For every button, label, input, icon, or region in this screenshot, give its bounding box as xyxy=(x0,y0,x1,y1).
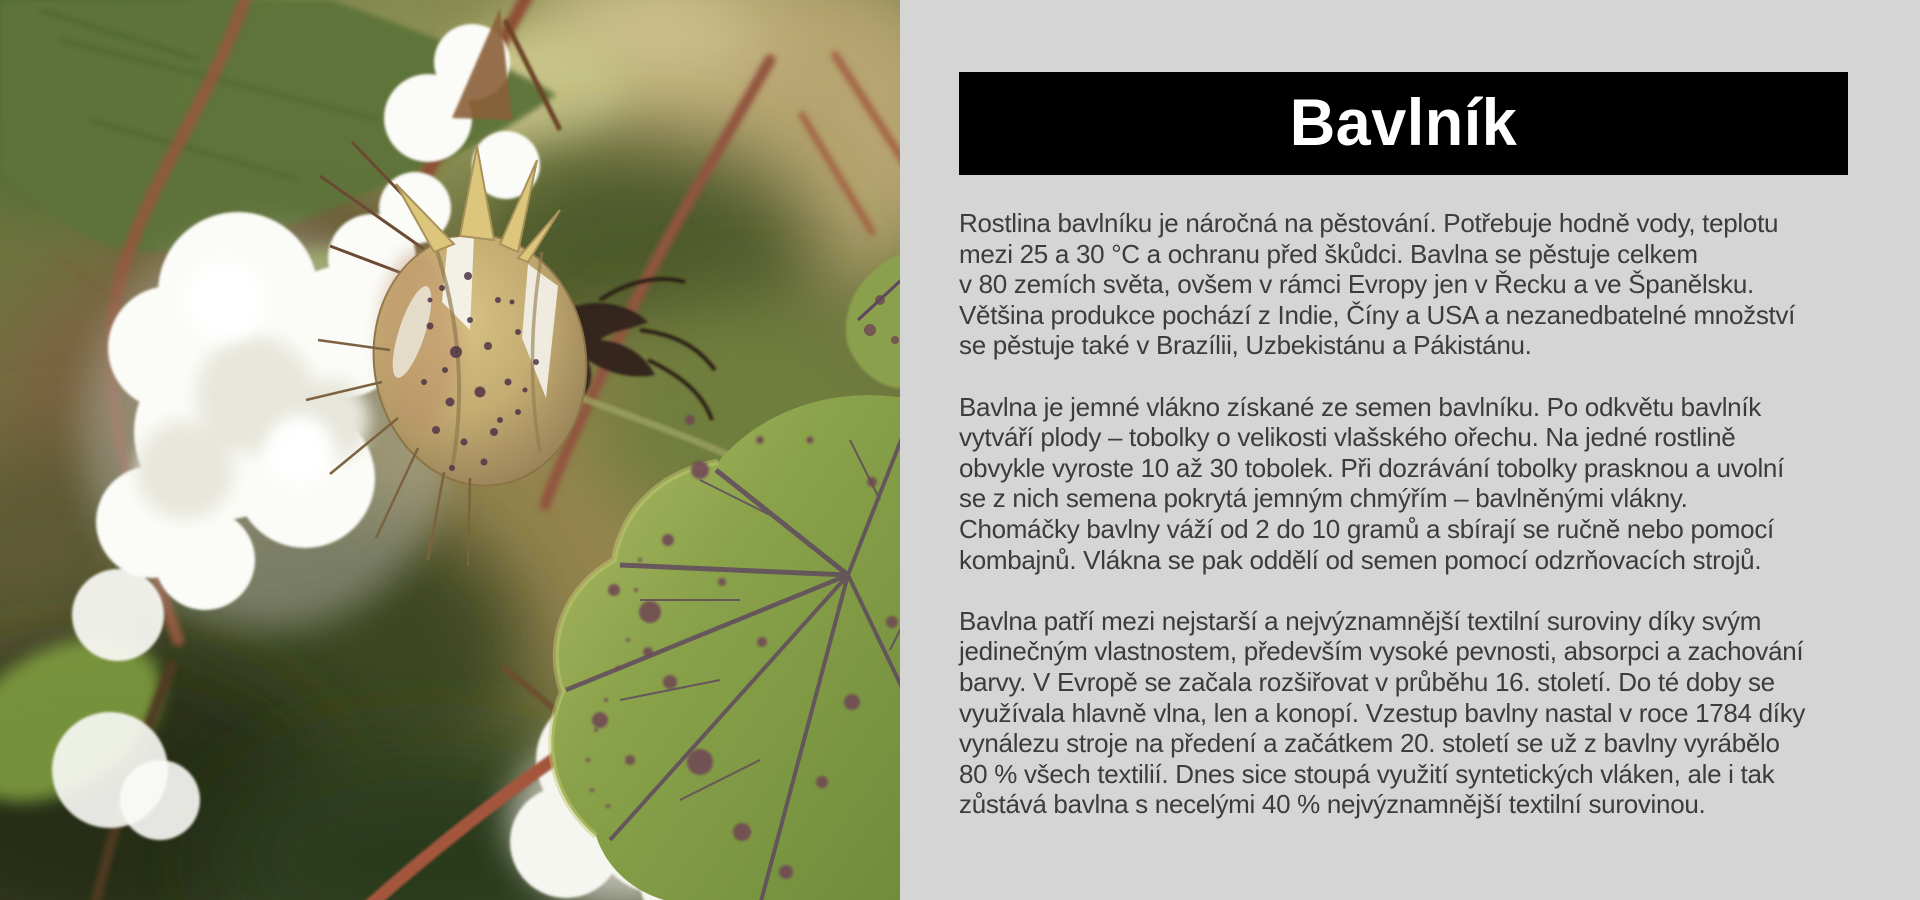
title-bar xyxy=(959,72,1848,175)
cotton-plant-photo xyxy=(0,0,900,900)
paragraph-cultivation: Rostlina bavlníku je náročná na pěstování. Potřebuje hodně vody, teplotu mezi 25 a 30 °C a ochranu před škůdci. Bavlna se pěstuje celkem v 80 zemích světa, ovšem v rámci Evropy jen v Řecku a ve Španělsku. Většina produkce pochází z Indie, Číny a USA a nezanedbatelné množství se pěstuje také v Brazílii, Uzbekistánu a Pákistánu. xyxy=(959,208,1796,361)
info-panel xyxy=(900,0,1920,900)
paragraph-history: Bavlna patří mezi nejstarší a nejvýznamnější textilní suroviny díky svým jedinečným vlastnostem, především vysoké pevnosti, absorpci a zachování barvy. V Evropě se začala rozšiřovat v průběhu 16. století. Do té doby se využívala hlavně vlna, len a konopí. Vzestup bavlny nastal v roce 1784 díky vynálezu stroje na předení a začátkem 20. století se už z bavlny vyrábělo 80 % všech textilií. Dnes sice stoupá využití syntetických vláken, ale i tak zůstává bavlna s necelými 40 % nejvýznamnější textilní surovinou. xyxy=(959,605,1806,820)
page-title: Bavlník xyxy=(1289,86,1518,160)
article-text xyxy=(959,208,1909,820)
cotton-plant-photo-svg xyxy=(0,0,900,900)
paragraph-fiber: Bavlna je jemné vlákno získané ze semen bavlníku. Po odkvětu bavlník vytváří plody – tobolky o velikosti vlašského ořechu. Na jedné rostlině obvykle vyroste 10 až 30 tobolek. Při dozrávání tobolky prasknou a uvolní se z nich semena pokrytá jemným chmýřím – bavlněnými vlákny. Chomáčky bavlny váží od 2 do 10 gramů a sbírají se ručně nebo pomocí kombajnů. Vlákna se pak oddělí od semen pomocí odzrňovacích strojů. xyxy=(959,391,1785,575)
